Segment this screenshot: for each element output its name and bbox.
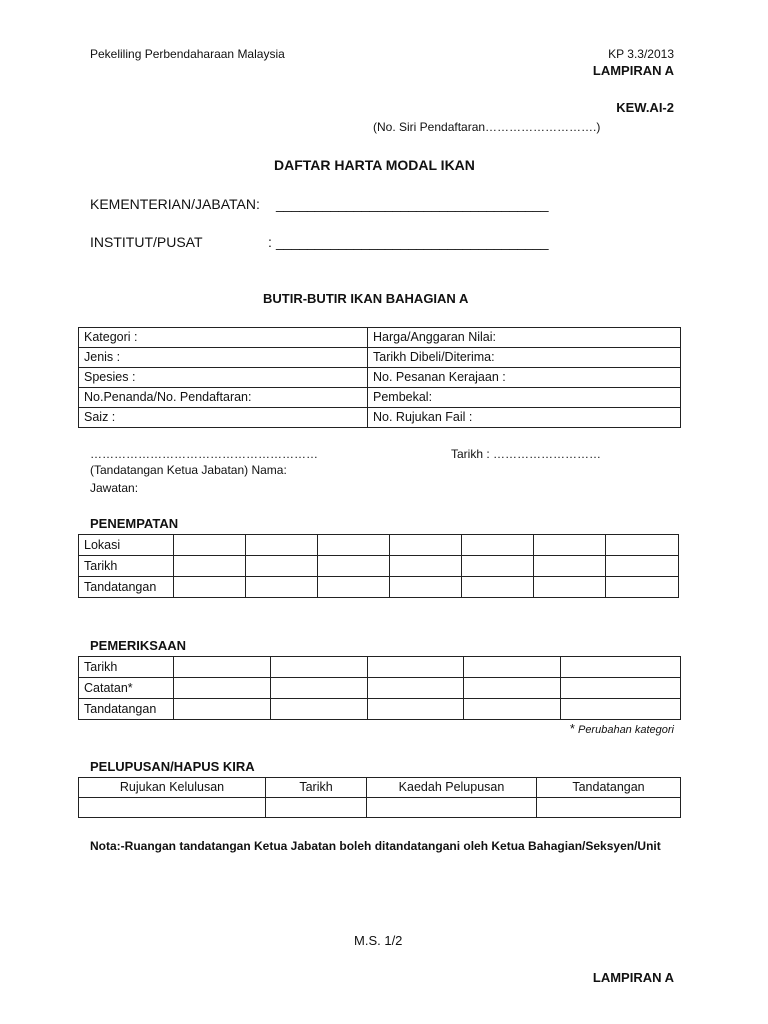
table-cell[interactable]: [271, 699, 368, 720]
table-cell[interactable]: [561, 699, 681, 720]
kementerian-label: KEMENTERIAN/JABATAN:: [90, 196, 260, 212]
table-cell[interactable]: [606, 577, 679, 598]
table-cell[interactable]: [174, 577, 246, 598]
table-cell[interactable]: [534, 535, 606, 556]
table-cell[interactable]: [174, 657, 271, 678]
footnote: [570, 721, 674, 736]
nota: Nota:-Ruangan tandatangan Ketua Jabatan boleh ditandatangani oleh Ketua Bahagian/Seksyen/Unit: [90, 839, 661, 853]
table-cell[interactable]: [462, 577, 534, 598]
table-cell[interactable]: [368, 657, 464, 678]
table-cell[interactable]: [537, 798, 681, 818]
table-cell: Tandatangan: [79, 577, 174, 598]
table-cell[interactable]: [174, 556, 246, 577]
penempatan-table: [78, 534, 679, 598]
section-a-table: [78, 327, 681, 428]
institut-label: INSTITUT/PUSAT: [90, 234, 203, 250]
footnote-star: *: [569, 721, 575, 736]
table-cell[interactable]: [318, 556, 390, 577]
form-code: KEW.AI-2: [616, 100, 674, 115]
table-cell[interactable]: [561, 678, 681, 699]
kementerian-line: ___________________________________: [276, 196, 549, 212]
table-cell: Spesies :: [79, 368, 368, 388]
signature-jawatan: Jawatan:: [90, 481, 139, 495]
table-cell[interactable]: [174, 535, 246, 556]
table-header: Rujukan Kelulusan: [79, 778, 266, 798]
table-row: [79, 657, 681, 678]
table-row: [79, 556, 679, 577]
table-cell[interactable]: [79, 798, 266, 818]
table-cell: No. Rujukan Fail :: [368, 408, 681, 428]
table-row: [79, 699, 681, 720]
institut-colon: :: [268, 234, 272, 250]
table-cell[interactable]: [390, 556, 462, 577]
table-header: Kaedah Pelupusan: [367, 778, 537, 798]
table-cell[interactable]: [246, 577, 318, 598]
table-row: [79, 678, 681, 699]
table-cell: Kategori :: [79, 328, 368, 348]
table-row: [79, 388, 681, 408]
header-reference: KP 3.3/2013: [608, 47, 674, 61]
table-cell: Harga/Anggaran Nilai:: [368, 328, 681, 348]
table-cell: Saiz :: [79, 408, 368, 428]
table-cell[interactable]: [246, 535, 318, 556]
table-cell: Tarikh Dibeli/Diterima:: [368, 348, 681, 368]
pemeriksaan-title: PEMERIKSAAN: [90, 638, 187, 653]
table-cell[interactable]: [271, 657, 368, 678]
table-cell[interactable]: [464, 657, 561, 678]
table-cell: Catatan*: [79, 678, 174, 699]
table-row: [79, 535, 679, 556]
table-cell[interactable]: [318, 535, 390, 556]
table-cell: No. Pesanan Kerajaan :: [368, 368, 681, 388]
table-cell[interactable]: [368, 678, 464, 699]
pelupusan-title: PELUPUSAN/HAPUS KIRA: [90, 759, 255, 774]
page-number: M.S. 1/2: [354, 933, 403, 948]
table-cell[interactable]: [462, 535, 534, 556]
table-cell: Tandatangan: [79, 699, 174, 720]
table-header: Tarikh: [266, 778, 367, 798]
table-cell: Tarikh: [79, 657, 174, 678]
section-a-title: BUTIR-BUTIR IKAN BAHAGIAN A: [263, 291, 469, 306]
pelupusan-table: [78, 777, 681, 818]
table-cell[interactable]: [271, 678, 368, 699]
table-cell: Lokasi: [79, 535, 174, 556]
table-cell[interactable]: [367, 798, 537, 818]
table-cell[interactable]: [318, 577, 390, 598]
table-row: [79, 798, 681, 818]
table-cell[interactable]: [606, 556, 679, 577]
table-row: [79, 408, 681, 428]
signature-dots: …………………………………………………: [90, 447, 318, 461]
footnote-text: Perubahan kategori: [574, 724, 674, 736]
table-cell: Pembekal:: [368, 388, 681, 408]
lampiran-label: LAMPIRAN A: [592, 63, 674, 78]
table-cell[interactable]: [390, 535, 462, 556]
header-publication: Pekeliling Perbendaharaan Malaysia: [90, 47, 285, 61]
page-title: DAFTAR HARTA MODAL IKAN: [274, 157, 475, 173]
table-row: [79, 328, 681, 348]
table-cell[interactable]: [464, 678, 561, 699]
table-cell[interactable]: [534, 556, 606, 577]
table-cell[interactable]: [368, 699, 464, 720]
table-row: [79, 778, 681, 798]
table-cell[interactable]: [462, 556, 534, 577]
table-cell[interactable]: [174, 699, 271, 720]
signature-name-line: (Tandatangan Ketua Jabatan) Nama:: [90, 463, 287, 477]
table-cell[interactable]: [534, 577, 606, 598]
table-cell[interactable]: [464, 699, 561, 720]
penempatan-title: PENEMPATAN: [90, 516, 179, 531]
table-cell[interactable]: [390, 577, 462, 598]
pemeriksaan-table: [78, 656, 681, 720]
table-row: [79, 577, 679, 598]
table-row: [79, 368, 681, 388]
serial-number: (No. Siri Pendaftaran……………………….): [373, 120, 601, 134]
table-cell: No.Penanda/No. Pendaftaran:: [79, 388, 368, 408]
table-cell[interactable]: [606, 535, 679, 556]
table-header: Tandatangan: [537, 778, 681, 798]
table-cell: Tarikh: [79, 556, 174, 577]
table-cell: Jenis :: [79, 348, 368, 368]
table-cell[interactable]: [174, 678, 271, 699]
institut-line: ___________________________________: [276, 234, 549, 250]
table-row: [79, 348, 681, 368]
footer-lampiran: LAMPIRAN A: [592, 970, 674, 985]
table-cell[interactable]: [266, 798, 367, 818]
table-cell[interactable]: [561, 657, 681, 678]
signature-tarikh: Tarikh : ………………………: [451, 447, 602, 461]
table-cell[interactable]: [246, 556, 318, 577]
